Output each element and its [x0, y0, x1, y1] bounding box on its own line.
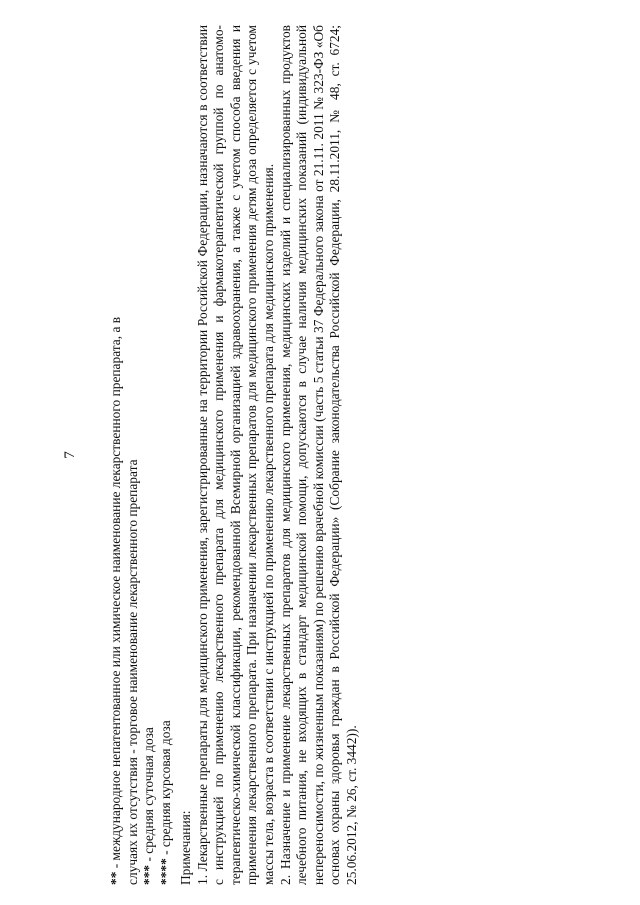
- note-item-2: 2. Назначение и применение лекарственных препаратов для медицинского применения, медицинских изделий и специализированных продуктов лечебного питания, не входящих в стандарт медицинской помощи, допускаются в случае наличия медицинских показаний (индивидуальной непереносимости, по жизненным показаниям) по решению врачебной комиссии (часть 5 статьи 37 Федерального закона от 21.11. 2011 № 323-ФЗ «Об основах охраны здоровья граждан в Российской Федерации» (Собрание законодательства Российской Федерации, 28.11.2011, № 48, ст. 6724; 25.06.2012, № 26, ст. 3442)).: [277, 25, 359, 885]
- footnote-mark: ***: [141, 864, 157, 885]
- footnote-mark: **: [108, 871, 123, 885]
- footnote-inn: [108, 285, 141, 885]
- footnote-mark: ****: [157, 858, 173, 885]
- notes-heading: Примечания:: [178, 810, 193, 885]
- footnote-text: - средняя курсовая доза: [157, 720, 173, 859]
- footnote-text: - средняя суточная доза: [141, 727, 157, 865]
- footnotes: [108, 25, 174, 885]
- rotated-text-block: [62, 25, 630, 885]
- note-item-1: 1. Лекарственные препараты для медицинского применения, зарегистрированные на территории Российской Федерации, назначаются в соответствии с инструкцией по применению лекарственного препарата для медицинского применения и фармакотерапевтической группой по анатомо-терапевтическо-химической классификации, рекомендованной Всемирной организацией здравоохранения, а также с учетом способа введения и применения лекарственного препарата. При назначении лекарственных препаратов для медицинского применения детям доза определяется с учетом массы тела, возраста в соответствии с инструкцией по применению лекарственного препарата для медицинского применения.: [194, 25, 276, 885]
- footnote-text: - международное непатентованное или химическое наименование лекарственного препарата, а в случаях их отсутствия - торговое наименование лекарственного препарата: [108, 316, 140, 885]
- footnote-daily-dose: [141, 25, 158, 885]
- notes-section: [178, 25, 361, 885]
- footnote-course-dose: [158, 25, 175, 885]
- page-number: 7: [62, 451, 78, 459]
